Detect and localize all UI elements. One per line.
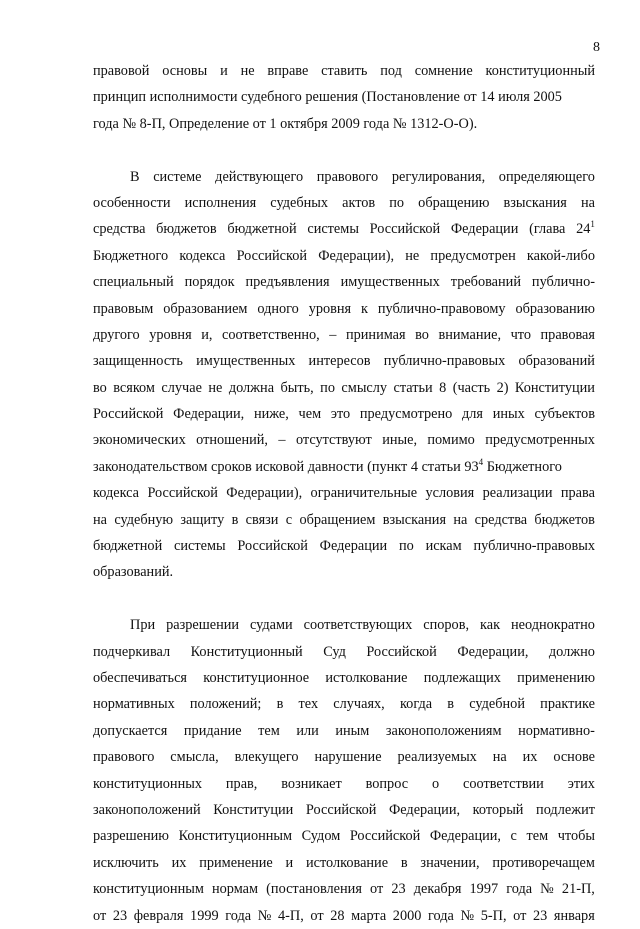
- text-line: средства бюджетов бюджетной системы Российской Федерации (глава $24^1$: [93, 219, 595, 238]
- text-line: правовой основы и не вправе ставить под сомнение конституционный: [93, 63, 595, 79]
- paragraph: [93, 58, 595, 137]
- text-line: принцип исполнимости судебного решения (Постановление от 14 июля 2005: [93, 89, 562, 106]
- text-line: законоположений Конституции Российской Федерации, который подлежит: [93, 801, 595, 818]
- text-line: защищенность имущественных интересов публично-правовых образований: [93, 353, 595, 370]
- text-line: от 23 февраля 1999 года № 4-П, от 28 марта 2000 года № 5-П, от 23 января: [93, 907, 595, 924]
- text-line: другого уровня и, соответственно, – принимая во внимание, что правовая: [93, 326, 595, 343]
- text-line: правового смысла, влекущего нарушение реализуемых на их основе: [93, 749, 595, 766]
- text-line: Бюджетного кодекса Российской Федерации), не предусмотрен какой-либо: [93, 247, 595, 264]
- text-line: Российской Федерации, ниже, чем это предусмотрено для иных субъектов: [93, 406, 595, 423]
- text-line: на судебную защиту в связи с обращением взыскания на средства бюджетов: [93, 511, 595, 528]
- footnote-superscript: 4: [478, 456, 484, 467]
- text-line: правовым образованием одного уровня к публично-правовому образованию: [93, 300, 595, 317]
- text-line: конституционных прав, возникает вопрос о соответствии этих: [93, 775, 595, 792]
- text-line: нормативных положений; в тех случаях, когда в судебной практике: [93, 696, 595, 713]
- page-number: 8: [593, 40, 600, 55]
- paragraph: [93, 164, 595, 586]
- text-line: особенности исполнения судебных актов по обращению взыскания на: [93, 194, 595, 211]
- text-line: При разрешении судами соответствующих споров, как неоднократно: [130, 617, 595, 634]
- text-line: законодательством сроков исковой давности (пункт 4 статьи $93^4$ Бюджетного: [93, 456, 562, 475]
- text-line: исключить их применение и истолкование в значении, противоречащем: [93, 854, 595, 871]
- paragraph: [93, 612, 595, 929]
- paragraph-spacer: [93, 586, 595, 612]
- document-body: [93, 58, 595, 929]
- text-line: бюджетной системы Российской Федерации по искам публично-правовых: [93, 538, 595, 555]
- text-line: экономических отношений, – отсутствуют иные, помимо предусмотренных: [93, 432, 595, 449]
- text-line: конституционным нормам (постановления от 23 декабря 1997 года № 21-П,: [93, 881, 595, 898]
- text-line: разрешению Конституционным Судом Российской Федерации, с тем чтобы: [93, 828, 595, 845]
- text-line: В системе действующего правового регулирования, определяющего: [130, 168, 595, 185]
- text-line: кодекса Российской Федерации), ограничительные условия реализации права: [93, 485, 595, 502]
- footnote-superscript: 1: [590, 219, 595, 230]
- paragraph-spacer: [93, 137, 595, 163]
- text-line: подчеркивал Конституционный Суд Российской Федерации, должно: [93, 643, 595, 660]
- text-line: специальный порядок предъявления имущественных требований публично-: [93, 274, 595, 291]
- text-line: обеспечиваться конституционное истолкование подлежащих применению: [93, 669, 595, 686]
- text-line: образований.: [93, 564, 174, 581]
- text-line: во всяком случае не должна быть, по смыслу статьи 8 (часть 2) Конституции: [93, 379, 595, 396]
- text-line: допускается придание тем или иным законоположениям нормативно-: [93, 722, 595, 739]
- text-line: года № 8-П, Определение от 1 октября 2009 года № 1312-О-О).: [93, 115, 478, 132]
